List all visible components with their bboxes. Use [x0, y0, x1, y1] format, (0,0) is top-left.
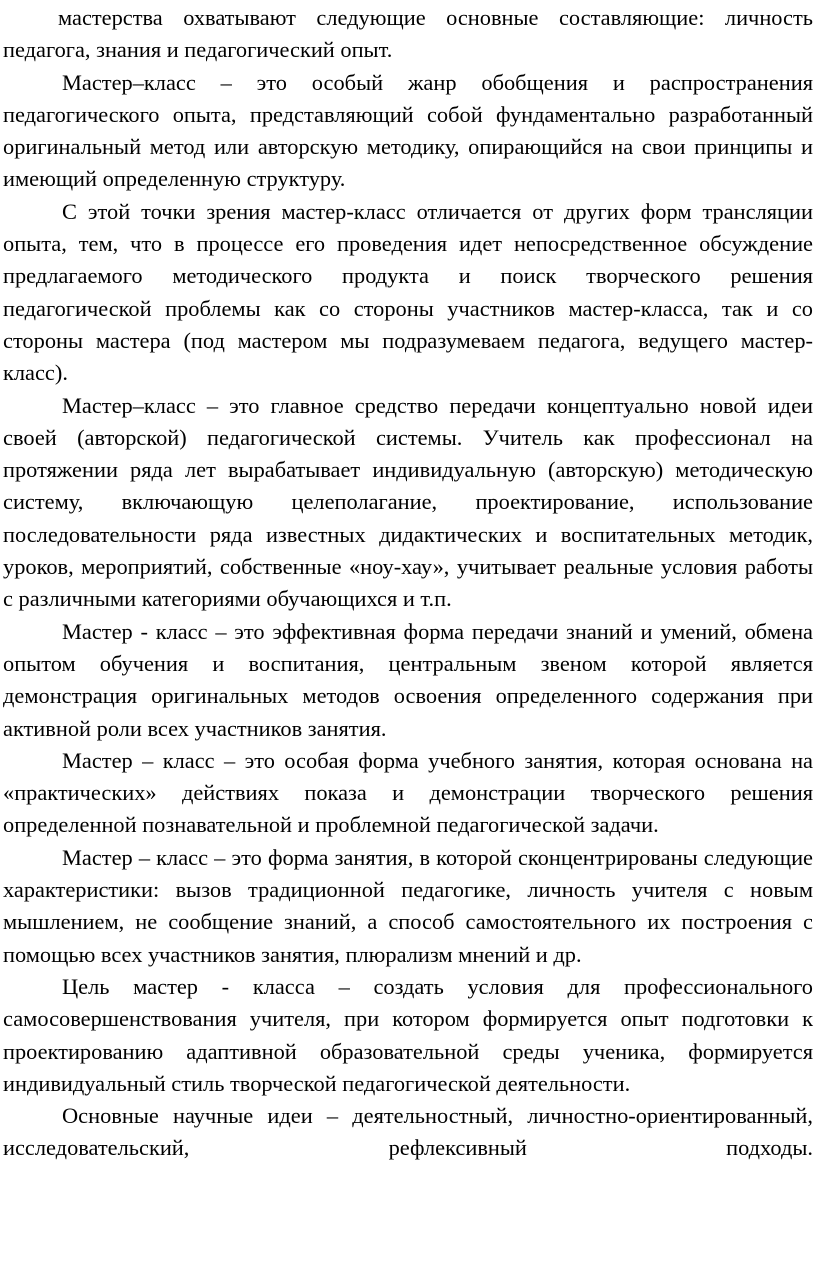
- paragraph-main-means: Мастер–класс – это главное средство передачи концептуально новой идеи своей (авторской) педагогической системы. Учитель как профессионал на протяжении ряда лет вырабатывает индивидуальную (авторскую) методическую систему, включающую целеполагание, проектирование, использование последовательности ряда известных дидактических и воспитательных методик, уроков, мероприятий, собственные «ноу-хау», учитывает реальные условия работы с различными категориями обучающихся и т.п.: [3, 392, 813, 612]
- paragraph-point-of-view: С этой точки зрения мастер-класс отличается от других форм трансляции опыта, тем, что в процессе его проведения идет непосредственное обсуждение предлагаемого методического продукта и поиск творческого решения педагогической проблемы как со стороны участников мастер-класса, так и со стороны мастера (под мастером мы подразумеваем педагога, ведущего мастер-класс).: [3, 198, 813, 386]
- paragraph-scientific-ideas: Основные научные идеи – деятельностный, личностно-ориентированный, исследовательский, рефлексивный подходы.: [3, 1103, 813, 1161]
- paragraph-effective-form: Мастер - класс – это эффективная форма передачи знаний и умений, обмена опытом обучения и воспитания, центральным звеном которой является демонстрация оригинальных методов освоения определенного содержания при активной роли всех участников занятия.: [3, 618, 813, 741]
- paragraph-special-form: Мастер – класс – это особая форма учебного занятия, которая основана на «практических» действиях показа и демонстрации творческого решения определенной познавательной и проблемной педагогической задачи.: [3, 747, 813, 838]
- paragraph-continuation: мастерства охватывают следующие основные составляющие: личность педагога, знания и педагогический опыт.: [3, 5, 813, 63]
- document-body: [3, 2, 813, 1165]
- paragraph-characteristics: Мастер – класс – это форма занятия, в которой сконцентрированы следующие характеристики: вызов традиционной педагогике, личность учителя с новым мышлением, не сообщение знаний, а способ самостоятельного их построения с помощью всех участников занятия, плюрализм мнений и др.: [3, 844, 813, 967]
- paragraph-master-class-genre: Мастер–класс – это особый жанр обобщения и распространения педагогического опыта, представляющий собой фундаментально разработанный оригинальный метод или авторскую методику, опирающийся на свои принципы и имеющий определенную структуру.: [3, 69, 813, 192]
- paragraph-goal: Цель мастер - класса – создать условия для профессионального самосовершенствования учителя, при котором формируется опыт подготовки к проектированию адаптивной образовательной среды ученика, формируется индивидуальный стиль творческой педагогической деятельности.: [3, 973, 813, 1096]
